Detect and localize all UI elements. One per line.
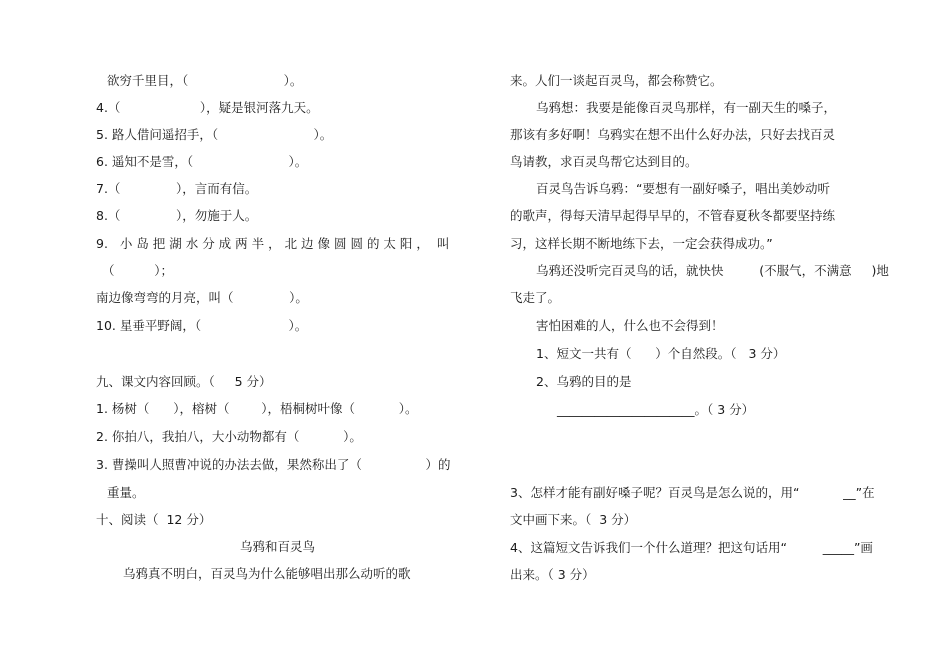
question-9-cont: 南边像弯弯的月亮，叫（ ）。 (96, 290, 308, 305)
story-line-r1: 来。人们一谈起百灵鸟，都会称赞它。 (510, 73, 723, 88)
reading-q1: 1、短文一共有（ ）个自然段。（ 3 分） (536, 346, 786, 361)
story-line-r10: 害怕困难的人，什么也不会得到！ (536, 318, 724, 333)
reading-q4-cont: 出来。（ 3 分） (510, 567, 595, 582)
story-line-r4: 鸟请教，求百灵鸟帮它达到目的。 (510, 154, 698, 169)
review-q1: 1. 杨树（ ），榕树（ ），梧桐树叶像（ ）。 (96, 401, 418, 416)
review-q3-cont: 重量。 (107, 485, 145, 500)
question-9: 9. 小 岛 把 湖 水 分 成 两 半 ， 北 边 像 圆 圆 的 太 阳 ， 叫 (96, 236, 450, 251)
poem-line-10: 10. 星垂平野阔，（ ）。 (96, 318, 308, 333)
story-line-r7: 习，这样长期不断地练下去，一定会获得成功。” (510, 236, 773, 251)
section-9-heading: 九、课文内容回顾。（ 5 分） (96, 374, 272, 389)
reading-q3-cont: 文中画下来。（ 3 分） (510, 512, 637, 527)
story-line-r8: 乌鸦还没听完百灵鸟的话，就快快 (不服气，不满意 )地 (536, 263, 889, 278)
reading-q4: 4、这篇短文告诉我们一个什么道理？把这句话用“ _____”画 (510, 540, 873, 555)
story-line-r6: 的歌声，得每天清早起得早早的，不管春夏秋冬都要坚持练 (510, 208, 836, 223)
story-line-r9: 飞走了。 (510, 290, 561, 305)
poem-line-3: 欲穷千里目，（ ）。 (107, 73, 303, 88)
review-q2: 2. 你拍八，我拍八，大小动物都有（ ）。 (96, 429, 362, 444)
reading-q2-answer-line: ______________________。（ 3 分） (557, 402, 755, 417)
story-line-r2: 乌鸦想：我要是能像百灵鸟那样，有一副天生的嗓子， (536, 100, 837, 115)
story-paragraph-1: 乌鸦真不明白，百灵鸟为什么能够唱出那么动听的歌 (123, 566, 411, 581)
poem-line-7: 7.（ ），言而有信。 (96, 181, 258, 196)
section-10-heading: 十、阅读（ 12 分） (96, 512, 212, 527)
story-line-r3: 那该有多好啊！乌鸦实在想不出什么好办法，只好去找百灵 (510, 127, 836, 142)
review-q3: 3. 曹操叫人照曹冲说的办法去做，果然称出了（ ）的 (96, 457, 451, 472)
poem-line-6: 6. 遥知不是雪，（ ）。 (96, 154, 308, 169)
reading-q2: 2、乌鸦的目的是 (536, 374, 632, 389)
story-line-r5: 百灵鸟告诉乌鸦：“要想有一副好嗓子，唱出美妙动听 (536, 181, 830, 196)
story-title: 乌鸦和百灵鸟 (240, 539, 316, 554)
poem-line-8: 8.（ ），勿施于人。 (96, 208, 258, 223)
poem-line-5: 5. 路人借问遥招手，（ ）。 (96, 127, 333, 142)
question-9-blank: （ ）； (102, 263, 173, 278)
reading-q3: 3、怎样才能有副好嗓子呢？百灵鸟是怎么说的，用“ __”在 (510, 485, 875, 500)
poem-line-4: 4.（ ），疑是银河落九天。 (96, 100, 319, 115)
